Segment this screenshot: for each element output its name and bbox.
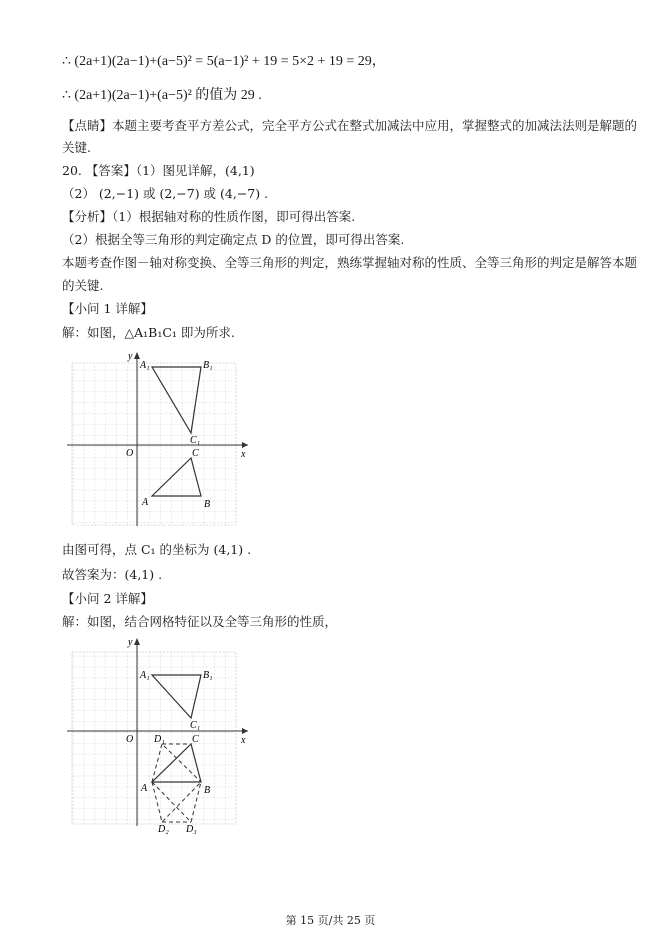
label-b: B (204, 499, 211, 510)
equation-line-1: ∴ (2a+1)(2a−1)+(a−5)² = 5(a−1)² + 19 = 5×2 + 19 = 29， (62, 54, 386, 69)
label-a: A (141, 783, 148, 794)
label-c1: C₁ (190, 720, 201, 731)
subquestion-2-heading: 【小问 2 详解】 (62, 591, 153, 606)
label-a1: A₁ (140, 360, 150, 371)
solution-1-coordinate: 由图可得，点 C₁ 的坐标为 (4,1) . (62, 542, 252, 557)
label-b1: B₁ (203, 670, 213, 681)
label-origin: O (126, 448, 134, 459)
label-d1: D₁ (154, 734, 165, 745)
label-c: C (192, 734, 199, 745)
label-y: y (128, 637, 133, 648)
label-a1: A₁ (140, 670, 150, 681)
label-origin: O (126, 734, 134, 745)
label-x: x (241, 735, 246, 746)
answer-part2: （2） (2,−1) 或 (2,−7) 或 (4,−7) . (62, 186, 269, 201)
label-c1: C₁ (190, 435, 201, 446)
subquestion-1-heading: 【小问 1 详解】 (62, 301, 153, 316)
label-x: x (241, 449, 246, 460)
x-axis-arrow-icon (242, 442, 248, 448)
label-a: A (142, 497, 149, 508)
label-b1: B₁ (203, 360, 213, 371)
solution-1-answer: 故答案为：(4,1) . (62, 567, 163, 582)
summary-text: 本题考查作图－轴对称变换、全等三角形的判定，熟练掌握轴对称的性质、全等三角形的判定是解答本题 (62, 255, 638, 270)
figure-1-coordinate-grid (62, 348, 262, 528)
equation-line-2: ∴ (2a+1)(2a−1)+(a−5)² 的值为 29 . (62, 88, 262, 103)
dianjing-text: 【点睛】本题主要考查平方差公式，完全平方公式在整式加减法中应用，掌握整式的加减法法则是解题的 (62, 118, 638, 133)
dianjing-text-cont: 关键. (62, 140, 91, 155)
y-axis-arrow-icon (134, 352, 140, 359)
summary-text-cont: 的关键. (62, 278, 104, 293)
page-footer: 第 15 页/共 25 页 (285, 914, 376, 927)
label-c: C (192, 448, 199, 459)
label-d3: D₃ (186, 824, 197, 834)
label-y: y (128, 351, 133, 362)
label-b: B (204, 785, 211, 796)
label-d2: D₂ (158, 824, 169, 834)
solution-2-intro: 解：如图，结合网格特征以及全等三角形的性质， (62, 614, 338, 629)
analysis-2: （2）根据全等三角形的判定确定点 D 的位置，即可得出答案. (62, 232, 405, 247)
figure-2-coordinate-grid (62, 634, 262, 834)
solution-1-intro: 解：如图，△A₁B₁C₁ 即为所求. (62, 325, 235, 340)
analysis-1: 【分析】（1）根据轴对称的性质作图，即可得出答案. (62, 209, 356, 224)
x-axis-arrow-icon (242, 728, 248, 734)
y-axis-arrow-icon (134, 638, 140, 645)
answer-heading: 20. 【答案】（1）图见详解，(4,1) (62, 163, 255, 178)
